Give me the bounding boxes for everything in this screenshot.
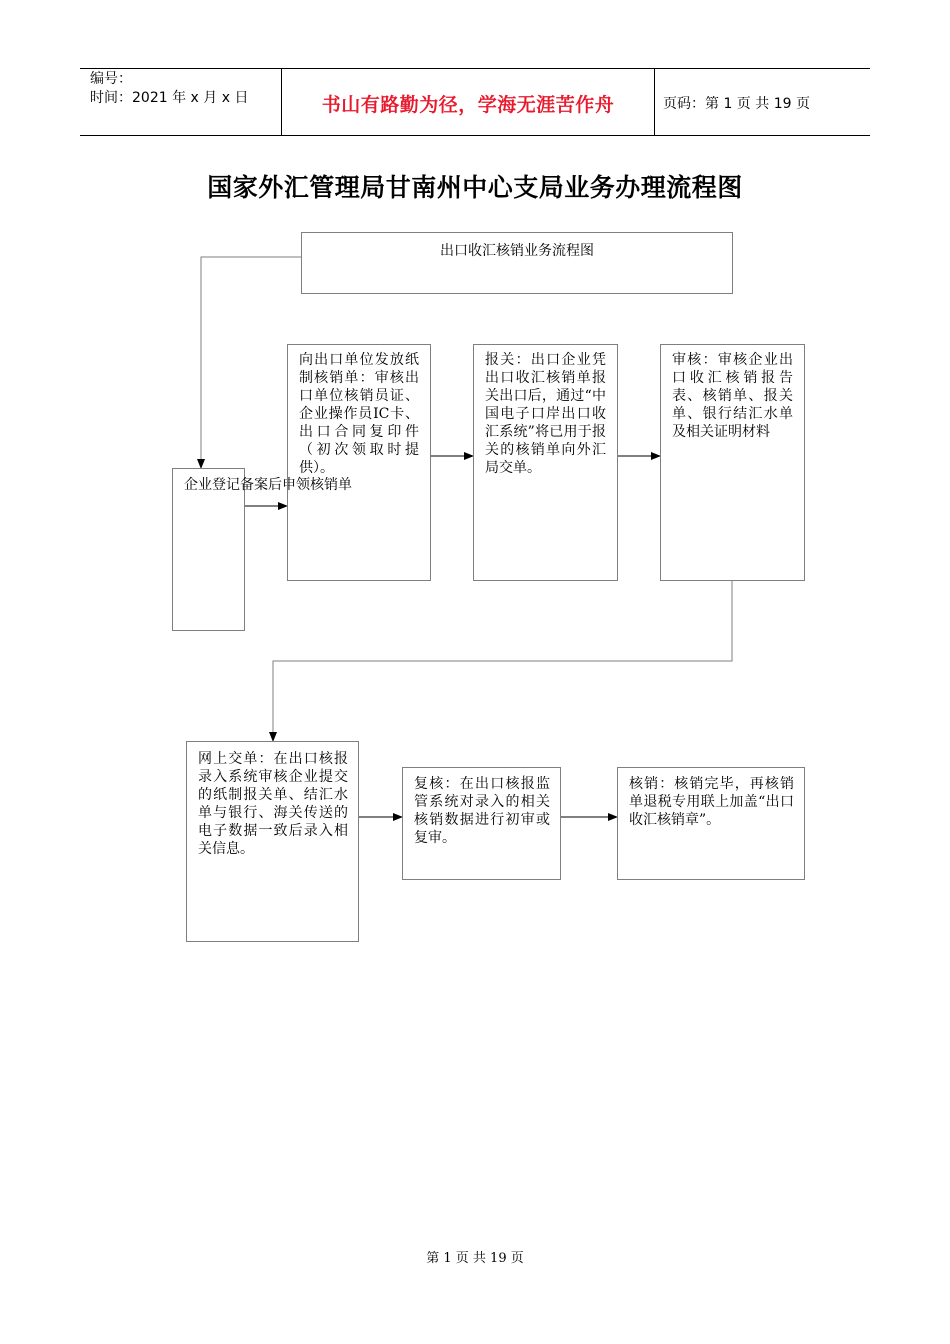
doc-number-label: 编号： — [90, 71, 132, 87]
time-label: 时间：2021 年 x 月 x 日 — [90, 90, 249, 106]
step-finish-text: 核销：核销完毕，再核销单退税专用联上加盖“出口收汇核销章”。 — [629, 776, 794, 828]
step-issue-text: 向出口单位发放纸制核销单：审核出口单位核销员证、企业操作员IC卡、出口合同复印件（初次领取时提供）。 — [299, 352, 419, 476]
step-declare-text: 报关：出口企业凭出口收汇核销单报关出口后，通过“中国电子口岸出口收汇系统”将已用于报关的核销单向外汇局交单。 — [485, 352, 606, 476]
step-review-text: 复核：在出口核报监管系统对录入的相关核销数据进行初审或复审。 — [414, 776, 550, 846]
step-audit-text: 审核：审核企业出口收汇核销报告表、核销单、报关单、银行结汇水单及相关证明材料 — [672, 352, 793, 440]
document-title: 国家外汇管理局甘南州中心支局业务办理流程图 — [207, 173, 743, 202]
connector-title-to-register — [201, 257, 301, 468]
connector-audit-to-online — [273, 580, 732, 741]
step-register-text: 企业登记备案后申领核销单 — [184, 477, 352, 493]
flowchart-title: 出口收汇核销业务流程图 — [440, 243, 594, 259]
header-motto: 书山有路勤为径，学海无涯苦作舟 — [321, 94, 615, 116]
header-page-info: 页码：第 1 页 共 19 页 — [663, 96, 810, 112]
page-footer: 第 1 页 共 19 页 — [426, 1251, 524, 1266]
step-online-text: 网上交单：在出口核报录入系统审核企业提交的纸制报关单、结汇水单与银行、海关传送的电子数据一致后录入相关信息。 — [198, 751, 348, 857]
